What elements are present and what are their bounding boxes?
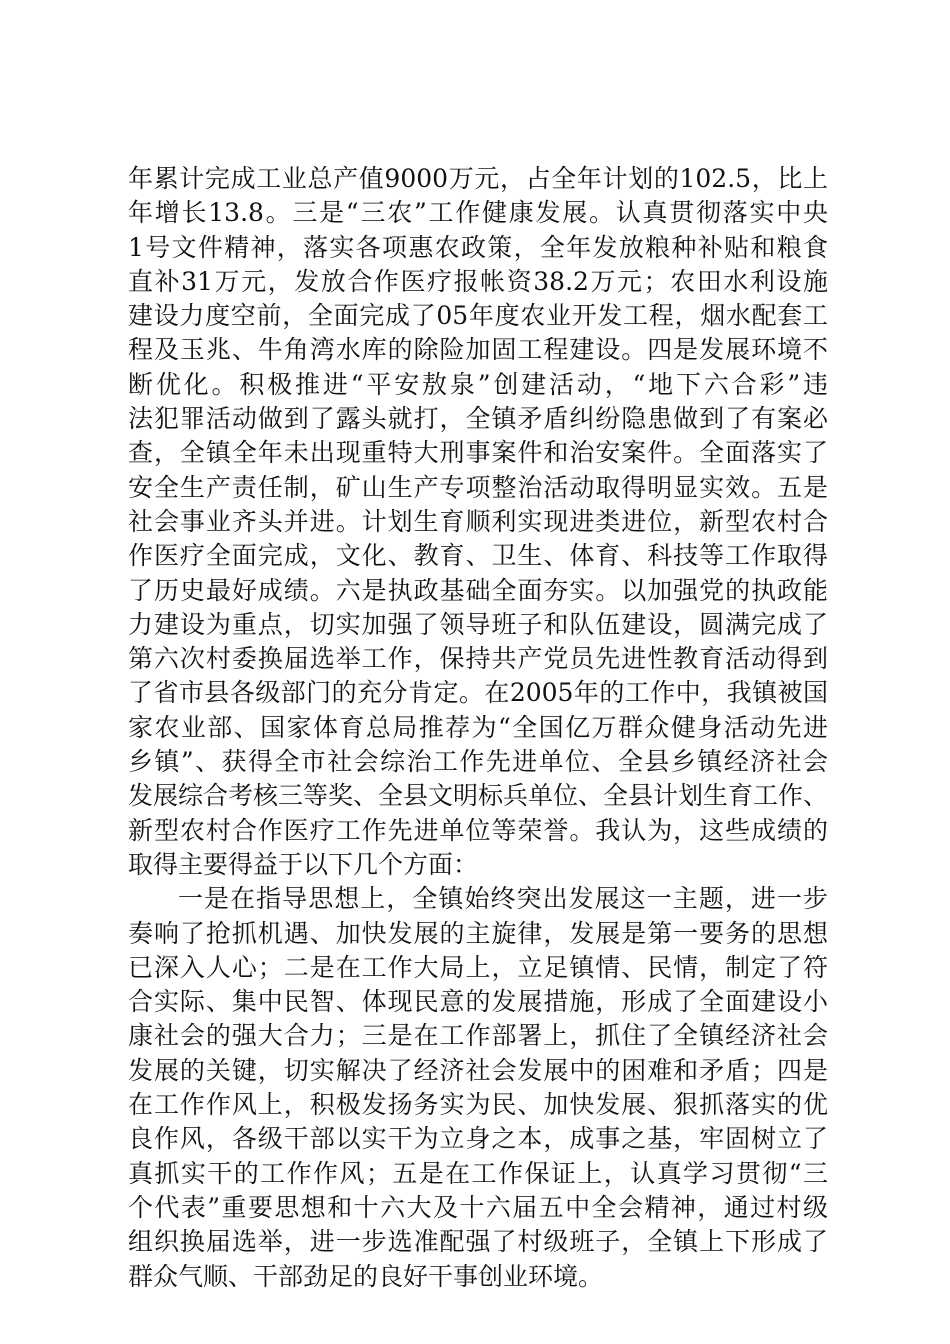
text-line: 康社会的强大合力；三是在工作部署上，抓住了全镇经济社会 xyxy=(128,1021,828,1051)
text-line: 在工作作风上，积极发扬务实为民、加快发展、狠抓落实的优 xyxy=(128,1090,828,1120)
text-line: 良作风，各级干部以实干为立身之本，成事之基，牢固树立了 xyxy=(128,1124,828,1154)
text-line: 了省市县各级部门的充分肯定。在2005年的工作中，我镇被国 xyxy=(128,678,828,708)
text-line: 发展综合考核三等奖、全县文明标兵单位、全县计划生育工作、 xyxy=(128,781,829,811)
text-line: 1号文件精神，落实各项惠农政策，全年发放粮种补贴和粮食 xyxy=(128,232,828,262)
text-line: 个代表”重要思想和十六大及十六届五中全会精神，通过村级 xyxy=(128,1192,828,1222)
text-line: 合实际、集中民智、体现民意的发展措施，形成了全面建设小 xyxy=(128,987,828,1017)
text-line: 作医疗全面完成，文化、教育、卫生、体育、科技等工作取得 xyxy=(128,541,828,571)
text-line: 断优化。积极推进“平安敖泉”创建活动，“地下六合彩”违 xyxy=(128,369,828,399)
text-line: 查，全镇全年未出现重特大刑事案件和治安案件。全面落实了 xyxy=(128,438,828,468)
text-line: 家农业部、国家体育总局推荐为“全国亿万群众健身活动先进 xyxy=(128,712,828,742)
paragraph-first-line: 一是在指导思想上，全镇始终突出发展这一主题，进一步 xyxy=(178,884,828,914)
text-line: 发展的关键，切实解决了经济社会发展中的困难和矛盾；四是 xyxy=(128,1055,828,1085)
text-line: 了历史最好成绩。六是执政基础全面夯实。以加强党的执政能 xyxy=(128,575,828,605)
text-line: 组织换届选举，进一步选准配强了村级班子，全镇上下形成了 xyxy=(128,1227,828,1257)
text-line: 安全生产责任制，矿山生产专项整治活动取得明显实效。五是 xyxy=(128,472,828,502)
text-line: 建设力度空前，全面完成了05年度农业开发工程，烟水配套工 xyxy=(128,301,828,331)
text-line: 第六次村委换届选举工作，保持共产党员先进性教育活动得到 xyxy=(128,644,828,674)
text-line: 力建设为重点，切实加强了领导班子和队伍建设，圆满完成了 xyxy=(128,609,828,639)
paragraph-end-line: 群众气顺、干部劲足的良好干事创业环境。 xyxy=(128,1261,604,1291)
text-line: 社会事业齐头并进。计划生育顺利实现进类进位，新型农村合 xyxy=(128,506,828,536)
paragraph-end-line: 取得主要得益于以下几个方面： xyxy=(128,849,479,879)
text-line: 已深入人心；二是在工作大局上，立足镇情、民情，制定了符 xyxy=(128,952,828,982)
text-line: 新型农村合作医疗工作先进单位等荣誉。我认为，这些成绩的 xyxy=(128,815,828,845)
text-line: 程及玉兆、牛角湾水库的除险加固工程建设。四是发展环境不 xyxy=(128,335,828,365)
text-line: 法犯罪活动做到了露头就打，全镇矛盾纠纷隐患做到了有案必 xyxy=(128,404,828,434)
text-line: 年增长13.8。三是“三农”工作健康发展。认真贯彻落实中央 xyxy=(128,198,828,228)
text-line: 真抓实干的工作作风；五是在工作保证上，认真学习贯彻“三 xyxy=(128,1158,828,1188)
text-line: 乡镇”、获得全市社会综治工作先进单位、全县乡镇经济社会 xyxy=(128,747,828,777)
text-line: 直补31万元，发放合作医疗报帐资38.2万元；农田水利设施 xyxy=(128,266,828,296)
text-line: 年累计完成工业总产值9000万元，占全年计划的102.5，比上 xyxy=(128,164,828,193)
text-line: 奏响了抢抓机遇、加快发展的主旋律，发展是第一要务的思想 xyxy=(128,918,828,948)
body-text xyxy=(128,162,828,1294)
